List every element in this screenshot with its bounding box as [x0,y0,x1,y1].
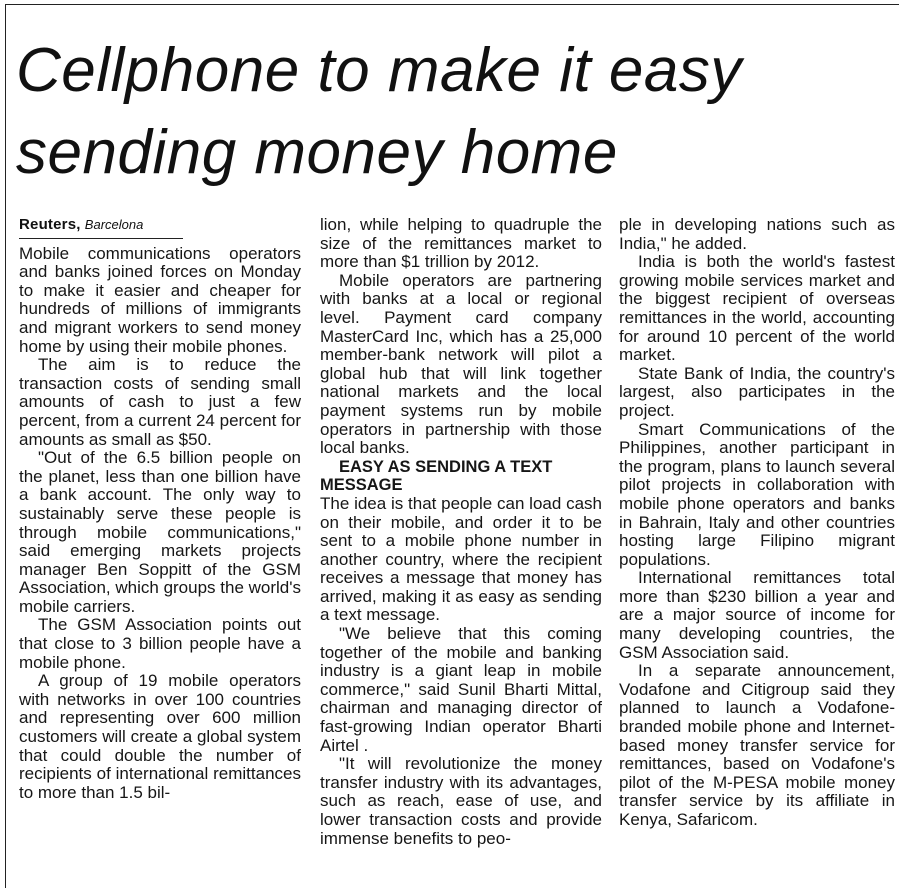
byline-place: Barcelona [84,217,144,232]
byline-source: Reuters, [19,216,81,233]
paragraph: lion, while helping to quadruple the size of the remittances market to more than $1 trillion by 2012. [320,215,602,272]
paragraph: The aim is to reduce the transaction costs of sending small amounts of cash to just a few percent, from a current 24 percent for amounts as small as $50. [19,355,301,449]
paragraph: "Out of the 6.5 billion people on the planet, less than one billion have a bank account. The only way to sustainably serve these people is through mobile communications," said emerging markets projects manager Ben Soppitt of the GSM Association, which groups the world's mobile carriers. [19,448,301,616]
byline [19,216,183,239]
column-2 [320,216,602,848]
paragraph: A group of 19 mobile operators with networks in over 100 countries and representing over 600 million customers will create a global system that could double the number of recipients of international remittances to more than 1.5 bil- [19,671,301,802]
column-1 [19,216,301,802]
paragraph: Mobile operators are partnering with banks at a local or regional level. Payment card company MasterCard Inc, which has a 25,000 member-bank network will pilot a global hub that will link together national markets and the local payment systems run by mobile operators in partnership with those local banks. [320,270,602,458]
paragraph: Smart Communications of the Philippines, another participant in the program, plans to launch several pilot projects in collaboration with mobile phone operators and banks in Bahrain, Italy and other countries hosting large Filipino migrant populations. [619,419,895,569]
paragraph: The idea is that people can load cash on their mobile, and order it to be sent to a mobile phone number in another country, where the recipient receives a message that money has arrived, making it as easy as sending a text message. [320,493,602,625]
article-headline [16,30,896,194]
headline-line-2: sending money home [16,118,618,187]
column-3 [619,216,895,830]
paragraph: In a separate announcement, Vodafone and Citigroup said they planned to launch a Vodafone-branded mobile phone and Internet-based money transfer service for remittances, based on Vodafone's pilot of the M-PESA mobile money transfer service by its affiliate in Kenya, Safaricom. [619,661,895,829]
headline-line-1: Cellphone to make it easy [16,36,742,105]
paragraph: "We believe that this coming together of the mobile and banking industry is a giant leap in mobile commerce," said Sunil Bharti Mittal, chairman and managing director of fast-growing Indian operator Bharti Airtel . [320,624,602,755]
paragraph: Mobile communications operators and banks joined forces on Monday to make it easier and cheaper for hundreds of millions of immigrants and migrant workers to send money home by using their mobile phones. [19,243,301,356]
subheading: EASY AS SENDING A TEXT MESSAGE [320,457,553,495]
paragraph: "It will revolutionize the money transfer industry with its advantages, such as reach, ease of use, and lower transaction costs and provide immense benefits to peo- [320,754,602,848]
paragraph: The GSM Association points out that close to 3 billion people have a mobile phone. [19,615,301,672]
paragraph: State Bank of India, the country's largest, also participates in the project. [619,363,895,420]
paragraph: International remittances total more than $230 billion a year and are a major source of income for many developing countries, the GSM Association said. [619,568,895,662]
paragraph: India is both the world's fastest growing mobile services market and the biggest recipient of overseas remittances in the world, accounting for around 10 percent of the world market. [619,252,895,365]
paragraph: ple in developing nations such as India," he added. [619,215,895,253]
